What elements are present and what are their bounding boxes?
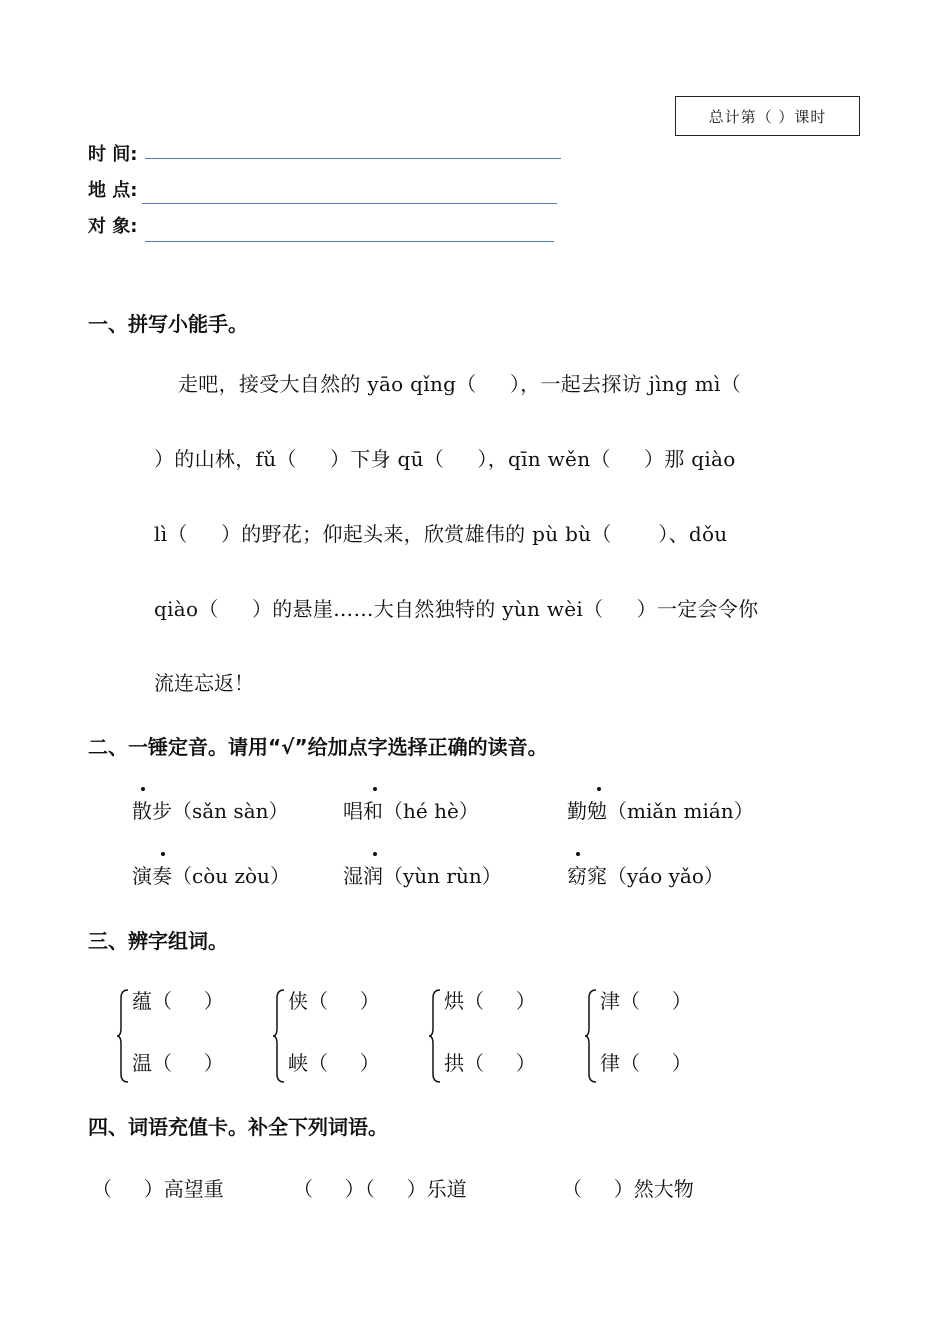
word-group-top: 烘（ ）	[444, 989, 536, 1013]
word-group-top: 蕴（ ）	[132, 989, 224, 1013]
word-group-bottom: 峡（ ）	[288, 1051, 380, 1075]
pronunciation-item: 湿润（yùn rùn）	[343, 864, 502, 888]
section2-title: 二、一锤定音。请用“√”给加点字选择正确的读音。	[88, 735, 548, 759]
brace-icon	[428, 988, 442, 1084]
pronunciation-item: 散步（sǎn sàn）	[132, 799, 289, 823]
word-group-bottom: 拱（ ）	[444, 1051, 536, 1075]
idiom-item: （ ）（ ）乐道	[293, 1177, 467, 1201]
section1-line-2: ）的山林，fǔ（ ）下身 qū（ ），qīn wěn（ ）那 qiào	[154, 447, 736, 471]
pronunciation-item: 演奏（còu zòu）	[132, 864, 290, 888]
emphasis-dot	[373, 787, 377, 791]
emphasis-dot	[141, 787, 145, 791]
word-group-bottom: 律（ ）	[600, 1051, 692, 1075]
emphasis-dot	[576, 852, 580, 856]
emphasis-dot	[597, 787, 601, 791]
section1-title: 一、拼写小能手。	[88, 312, 248, 336]
pronunciation-item: 窈窕（yáo yǎo）	[567, 864, 724, 888]
section1-line-5: 流连忘返！	[154, 671, 254, 695]
time-label: 时 间:	[88, 144, 138, 165]
target-label: 对 象:	[88, 216, 138, 237]
word-group-top: 侠（ ）	[288, 989, 380, 1013]
emphasis-dot	[161, 852, 165, 856]
idiom-item: （ ）然大物	[562, 1177, 694, 1201]
pronunciation-item: 勤勉（miǎn mián）	[567, 799, 754, 823]
brace-icon	[272, 988, 286, 1084]
time-input-line[interactable]	[145, 158, 561, 159]
section1-line-4: qiào（ ）的悬崖……大自然独特的 yùn wèi（ ）一定会令你	[154, 597, 759, 621]
word-group-bottom: 温（ ）	[132, 1051, 224, 1075]
emphasis-dot	[373, 852, 377, 856]
lesson-count-box: 总计第（ ）课时	[675, 96, 860, 136]
idiom-item: （ ）高望重	[92, 1177, 224, 1201]
word-group-top: 津（ ）	[600, 989, 692, 1013]
brace-icon	[584, 988, 598, 1084]
section3-title: 三、辨字组词。	[88, 929, 228, 953]
place-label: 地 点:	[88, 180, 138, 201]
place-input-line[interactable]	[142, 203, 557, 204]
section1-line-3: lì（ ）的野花；仰起头来，欣赏雄伟的 pù bù（ ）、dǒu	[154, 522, 728, 546]
section1-line-1: 走吧，接受大自然的 yāo qǐng（ ），一起去探访 jìng mì（	[178, 372, 742, 396]
target-input-line[interactable]	[145, 241, 554, 242]
brace-icon	[116, 988, 130, 1084]
section4-title: 四、词语充值卡。补全下列词语。	[88, 1115, 388, 1139]
pronunciation-item: 唱和（hé hè）	[343, 799, 479, 823]
